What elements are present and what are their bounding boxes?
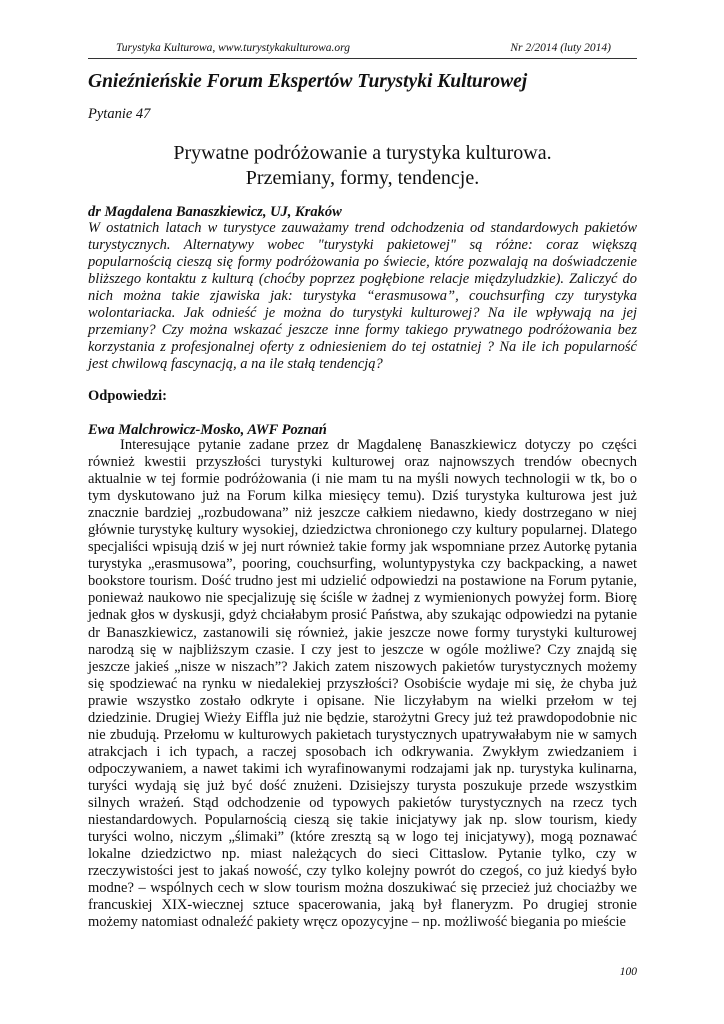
article-title-line-2: Przemiany, formy, tendencje.	[245, 167, 480, 189]
question-text	[88, 220, 637, 373]
text-line: wolontariacka. Jak odnieść je można do turystyki kulturowej? Na ile wpływają na jej	[88, 305, 637, 322]
page-number: 100	[619, 966, 637, 978]
text-line: jest chwilową fascynacją, a na ile stałą tendencją?	[88, 356, 383, 373]
text-line: dr Banaszkiewicz, zastanowili się również, jakie jeszcze nowe formy turystyki kulturowej	[88, 624, 637, 641]
text-line: popularnością cieszą się formy podróżowania po świecie, które pozwalają na doświadczenie	[88, 254, 637, 271]
text-line: głównie turystykę kultury wysokiej, dziedzictwa chronionego czy kultury popularnej. Dlatego	[88, 522, 637, 539]
text-line: jeszcze jakieś „nisze w niszach”? Jakich zatem niszowych pakietów turystycznych możemy	[88, 658, 637, 675]
responder-name: Ewa Malchrowicz-Mosko, AWF Poznań	[88, 422, 327, 438]
article-title	[88, 141, 637, 191]
text-line: bookstore tourism. Dość trudno jest mi udzielić odpowiedzi na postawione na Forum pytanie,	[88, 573, 637, 590]
text-line: znacznie bardziej „rozbudowana” niż jeszcze całkiem niedawno, kiedy dostrzegano w niej	[88, 505, 637, 522]
question-number: Pytanie 47	[88, 106, 151, 122]
text-line: rzeczywistości jest to jakaś nowość, czy tylko kolejny powrót do czegoś, co już kiedyś było	[88, 863, 637, 880]
text-line: również kwestii przyszłości turystyki kulturowej oraz najnowszych trendów obecnych	[88, 454, 637, 471]
text-line: francuskiej XIX-wiecznej sztuce spacerowania, jaką był flaneryzm. Po drugiej stronie	[88, 897, 637, 914]
text-line: lokalne dziedzictwo np. miast należących do sieci Cittaslow. Pytanie tylko, czy w	[88, 846, 637, 863]
text-line: nich można takie zjawiska jak: turystyka “erasmusowa”, couchsurfing czy turystyka	[88, 288, 637, 305]
text-line: dziedzinie. Drugiej Wieży Eiffla już nie będzie, starożytni Grecy już też prawdopodobnie nic	[88, 709, 637, 726]
text-line: możemy natomiast odnaleźć pakiety wręcz opozycyjne – np. możliwość biegania po mieście	[88, 914, 626, 931]
text-line: jednak głos w dyskusji, gdyż chciałabym prosić Państwa, aby szukając odpowiedzi na pytanie	[88, 607, 637, 624]
text-line: bliższego kontaktu z kulturą (choćby poprzez pogłębione relacje międzyludzkie). Zaliczyć do	[88, 271, 637, 288]
text-line: modne? – wspólnych cech w slow tourism można doszukiwać się przecież już chociażby we	[88, 880, 637, 897]
question-author: dr Magdalena Banaszkiewicz, UJ, Kraków	[88, 204, 342, 220]
text-line: niestandardowych. Popularnością cieszą się takie inicjatywy jak np. slow tourism, kiedy	[88, 812, 637, 829]
text-line: odpoczywaniem, a nawet takimi ich wyrafinowanymi rodzajami jak np. turystyka kulinarna,	[88, 760, 637, 777]
text-line: Interesujące pytanie zadane przez dr Magdalenę Banaszkiewicz dotyczy po części	[120, 437, 637, 453]
text-line: ponieważ naukowo nie specjalizuję się ściśle w żadnej z wymienionych powyżej form. Biorę	[88, 590, 637, 607]
running-header	[88, 42, 637, 59]
text-line: turyści wolno, niczym „ślimaki” (które zresztą są w logo tej inicjatywy), mogą poznawać	[88, 829, 637, 846]
forum-title: Gnieźnieńskie Forum Ekspertów Turystyki Kulturowej	[88, 71, 528, 92]
text-line: prawie wszystko zostało odkryte i opisane. Nie liczyłabym na wielki przełom w tej	[88, 692, 637, 709]
text-line: turystyka „erasmusowa”, pooring, couchsurfing, woluntурystyka czy backpacking, a nawet	[88, 556, 637, 573]
text-line: korzystania z profesjonalnej oferty z odniesieniem do tej ostatniej ? Na ile ich popularność	[88, 339, 637, 356]
text-line: silnych wrażeń. Stąd odchodzenie od typowych pakietów turystycznych na rzecz tych	[88, 794, 637, 811]
answers-heading: Odpowiedzi:	[88, 388, 167, 404]
text-line: nie zbudują. Przełomu w kulturowych pakietach turystycznych upatrywałabym nie w samych	[88, 726, 637, 743]
text-line: turystycznych. Alternatywy wobec "turystyki pakietowej" są różne: coraz większą	[88, 237, 637, 254]
text-line: W ostatnich latach w turystyce zauważamy trend odchodzenia od standardowych pakietów	[88, 220, 637, 236]
text-line: turyści wydają się już być dość znużeni. Dzisiejszy turysta poszukuje przede wszystkim	[88, 777, 637, 794]
text-line: aktualnie w tej formie podróżowania (i nie mam tu na myśli nowych technologii w tk, bo o	[88, 471, 637, 488]
article-title-line-1: Prywatne podróżowanie a turystyka kulturowa.	[173, 142, 552, 164]
text-line: narodzą się w najbliższym czasie. I czy jest to jeszcze w ogóle możliwe? Czy znajdą się	[88, 641, 637, 658]
answer-text	[88, 437, 637, 931]
text-line: tym dyskutowano już na Forum kilka miesięcy temu). Dziś turystyka kulturowa jest już	[88, 488, 637, 505]
text-line: przemiany? Czy można wskazać jeszcze inne formy takiego prywatnego podróżowania bez	[88, 322, 637, 339]
text-line: specjaliści wpisują dziś w jej nurt również takie formy jak wspomniane przez Autorkę pytania	[88, 539, 637, 556]
journal-reference: Turystyka Kulturowa, www.turystykakulturowa.org	[116, 42, 350, 54]
issue-number: Nr 2/2014 (luty 2014)	[510, 42, 611, 54]
text-line: atrakcjach i ich typach, a raczej sposobach ich odkrywania. Zwykłym zwiedzaniem i	[88, 743, 637, 760]
text-line: się spodziewać na rynku w niedalekiej przyszłości? Osobiście wydaje mi się, że chyba już	[88, 675, 637, 692]
